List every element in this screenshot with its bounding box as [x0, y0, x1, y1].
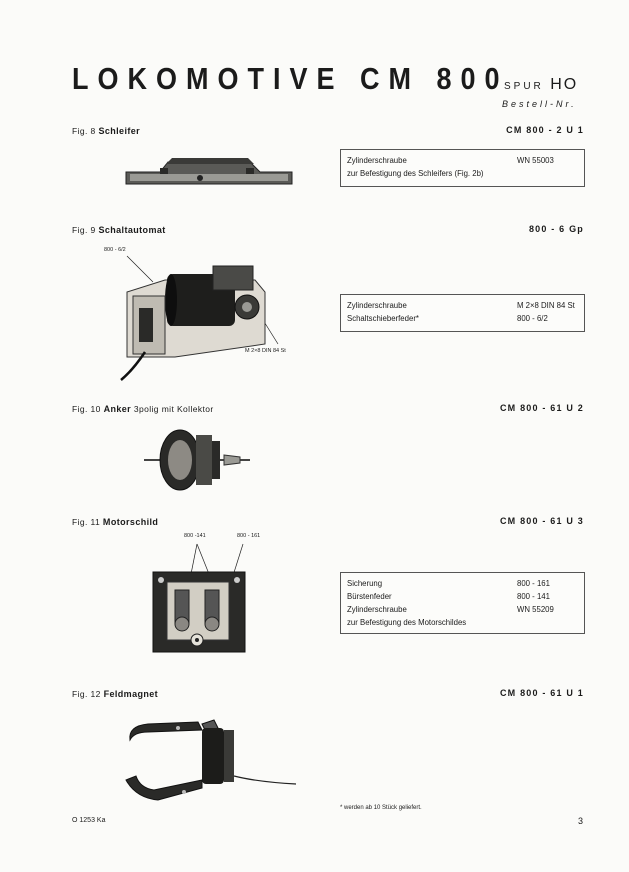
anker-illustration: [140, 425, 255, 495]
part-name: zur Befestigung des Schleifers (Fig. 2b): [347, 169, 484, 178]
callout-label: 800 - 161: [237, 533, 261, 539]
part-number: M 2×8 DIN 84 St: [517, 301, 575, 310]
order-number-heading: Bestell-Nr.: [502, 99, 577, 109]
figure-name: Schaltautomat: [98, 225, 166, 235]
part-number: 800 - 141: [517, 592, 550, 601]
part-code: 800 - 6 Gp: [528, 224, 584, 234]
part-code: CM 800 - 61 U 1: [499, 688, 584, 698]
page-number: 3: [578, 816, 584, 826]
parts-row: [347, 616, 578, 629]
figure-name: Anker: [103, 404, 132, 414]
figure-caption: [72, 517, 158, 527]
figure-number: Fig. 10: [72, 404, 101, 414]
parts-row: [347, 299, 578, 312]
parts-row: [347, 590, 578, 603]
part-code: CM 800 - 61 U 2: [499, 403, 584, 413]
figure-caption: [72, 689, 158, 699]
parts-row: [347, 603, 578, 616]
schleifer-illustration: [120, 150, 300, 195]
part-name: Zylinderschraube: [347, 156, 407, 165]
figure-caption: [72, 126, 140, 136]
parts-box: [340, 149, 585, 187]
parts-row: [347, 154, 578, 167]
figure-number: Fig. 12: [72, 689, 101, 699]
parts-box: [340, 294, 585, 332]
callout-label: 800 - 6/2: [104, 247, 126, 253]
figure-caption: [72, 225, 166, 235]
gauge-label: [504, 76, 578, 94]
figure-name: Feldmagnet: [103, 689, 159, 699]
part-name: Zylinderschraube: [347, 301, 407, 310]
callout-label: M 2×8 DIN 84 St: [245, 348, 286, 354]
figure-description: 3polig mit Kollektor: [133, 404, 214, 414]
parts-row: [347, 167, 578, 180]
part-name: zur Befestigung des Motorschildes: [347, 618, 467, 627]
part-number: WN 55003: [517, 156, 554, 165]
part-code: CM 800 - 61 U 3: [499, 516, 584, 526]
part-code: CM 800 - 2 U 1: [506, 125, 584, 135]
footnote: * werden ab 10 Stück geliefert.: [340, 805, 422, 811]
parts-row: [347, 312, 578, 325]
feldmagnet-illustration: [118, 712, 298, 807]
schaltautomat-illustration: [115, 252, 290, 384]
figure-number: Fig. 8: [72, 126, 96, 136]
figure-caption: [72, 404, 214, 414]
figure-name: Schleifer: [98, 126, 141, 136]
figure-number: Fig. 11: [72, 517, 101, 527]
parts-box: [340, 572, 585, 634]
part-name: Schaltschieberfeder*: [347, 314, 419, 323]
part-number: 800 - 6/2: [517, 314, 548, 323]
part-number: WN 55209: [517, 605, 554, 614]
part-name: Zylinderschraube: [347, 605, 407, 614]
page-title: LOKOMOTIVE CM 800: [72, 62, 509, 96]
gauge-prefix: SPUR: [504, 81, 544, 92]
parts-row: [347, 577, 578, 590]
print-reference: O 1253 Ka: [72, 817, 106, 824]
figure-number: Fig. 9: [72, 225, 96, 235]
part-number: 800 - 161: [517, 579, 550, 588]
part-name: Bürstenfeder: [347, 592, 392, 601]
part-name: Sicherung: [347, 579, 383, 588]
gauge-value: HO: [550, 76, 579, 93]
motorschild-illustration: [145, 542, 255, 660]
figure-name: Motorschild: [102, 517, 159, 527]
callout-label: 800 -141: [184, 533, 206, 539]
